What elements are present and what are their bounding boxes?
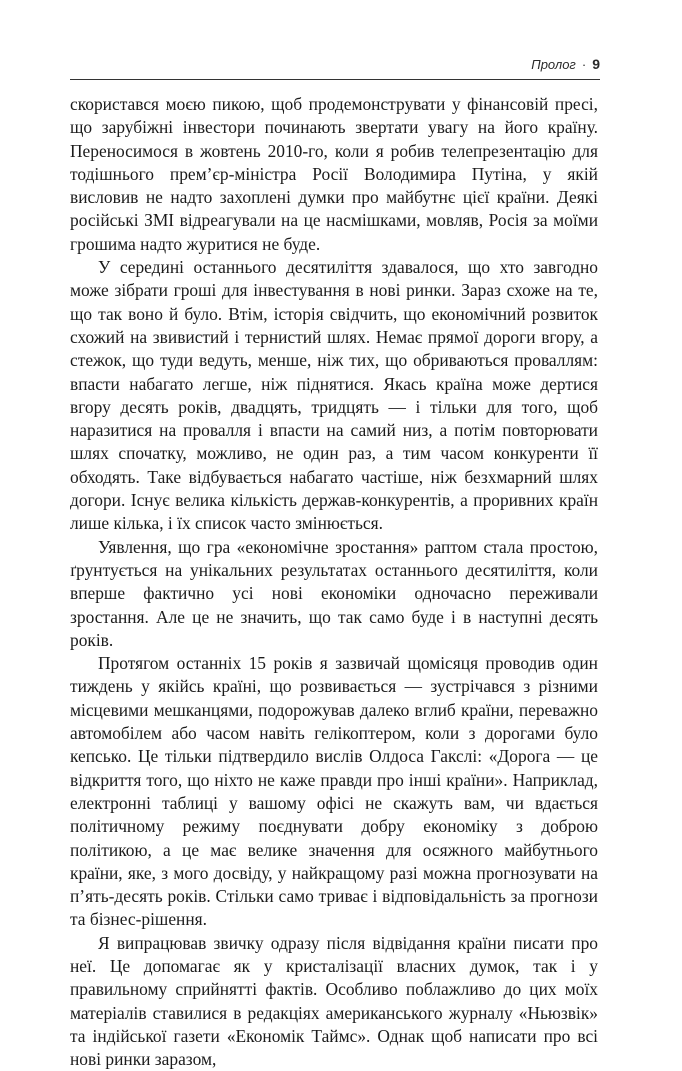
header-separator: · xyxy=(581,57,587,72)
paragraph: Уявлення, що гра «економічне зростання» раптом стала простою, ґрунтується на унікальних результатах останнього десятиліття, коли вперше фактично усі нові економіки одночасно переживали зростання. Але це не значить, що так само буде і в наступні десять років. xyxy=(70,536,598,650)
running-header xyxy=(70,56,600,80)
page-body xyxy=(70,93,598,1071)
page-number: 9 xyxy=(592,56,600,72)
paragraph: Протягом останніх 15 років я зазвичай щомісяця проводив один тиждень у якійсь країні, що розвивається — зустрічався з різними місцевими мешканцями, подорожував далеко вглиб країни, переважно автомобілем або часом навіть гелікоптером, коли з дорогами було кепсько. Це тільки підтвердило вислів Олдоса Гакслі: «Дорога — це відкриття того, що ніхто не каже правди про інші країни». Наприклад, електронні таблиці у вашому офісі не скажуть вам, чи вдається політичному режиму поєднувати добру економіку з доброю політикою, а це має велике значення для осяжного майбутнього країни, яке, з мого досвіду, у найкращому разі можна прогнозувати на п’ять-десять років. Стільки само триває і відповідальність за прогнози та бізнес-рішення. xyxy=(70,653,598,930)
header-rule xyxy=(70,79,600,80)
paragraph-continuation: скористався моєю пикою, щоб продемонструвати у фінансовій пресі, що зарубіжні інвестори починають звертати увагу на його країну. Переносимося в жовтень 2010-го, коли я робив телепрезентацію для тодішнього прем’єр-міністра Росії Володимира Путіна, у якій висловив не надто захоплені думки про майбутнє цієї країни. Деякі російські ЗМІ відреагували на це насмішками, мовляв, Росія за моїми грошима надто журитися не буде. xyxy=(70,94,598,254)
section-title: Пролог xyxy=(531,57,576,72)
paragraph: Я випрацював звичку одразу після відвідання країни писати про неї. Це допомагає як у кристалізації власних думок, так і у правильному сприйнятті фактів. Особливо поблажливо до цих моїх матеріалів ставилися в редакціях американського журналу «Ньюзвік» та індійської газети «Економік Таймс». Однак щоб написати про всі нові ринки заразом, xyxy=(70,932,598,1070)
paragraph: У середині останнього десятиліття здавалося, що хто завгодно може зібрати гроші для інвестування в нові ринки. Зараз схоже на те, що так воно й було. Втім, історія свідчить, що економічний розвиток схожий на звивистий і тернистий шлях. Немає прямої дороги вгору, а стежок, що туди ведуть, менше, ніж тих, що обриваються проваллям: впасти набагато легше, ніж піднятися. Якась країна може дертися вгору десять років, двадцять, тридцять — і тільки для того, щоб наразитися на провалля і впасти на самий низ, а потім повторювати шлях спочатку, можливо, не один раз, а тим часом конкуренти її обходять. Таке відбувається набагато частіше, ніж безхмарний шлях догори. Існує велика кількість держав-конкурентів, а проривних країн лише кілька, і їх список часто змінюється. xyxy=(70,257,598,534)
